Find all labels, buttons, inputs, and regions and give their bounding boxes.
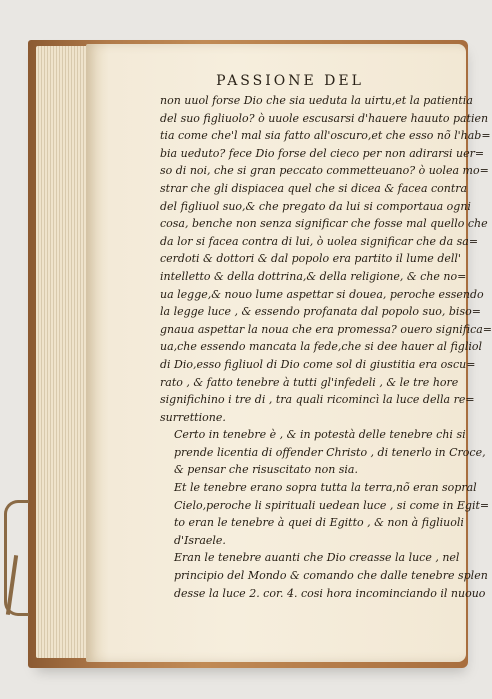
text-line: surrettione. <box>160 410 226 424</box>
text-line: ua,che essendo mancata la fede,che si dee hauer al figliol <box>160 340 483 354</box>
text-line: Certo in tenebre è , & in potestà delle tenebre chi si <box>174 428 466 442</box>
text-line: cosa, benche non senza significar che fosse mal quello che <box>160 217 488 231</box>
text-line: Et le tenebre erano sopra tutta la terra,nõ eran sopral <box>174 481 477 495</box>
text-line: bia ueduto? fece Dio forse del cieco per non adirarsi uer= <box>160 146 485 160</box>
paragraph-3 <box>160 479 490 549</box>
text-line: significhino i tre di , tra quali ricomincì la luce della re= <box>160 393 475 407</box>
running-title: PASSIONE DEL <box>216 73 364 89</box>
text-line: gnaua aspettar la noua che era promessa? ouero significa= <box>160 322 492 336</box>
paragraph-2 <box>160 426 486 479</box>
text-line: di Dio,esso figliuol di Dio come sol di giustitia era oscu= <box>160 357 476 371</box>
text-line: rato , & fatto tenebre à tutti gl'infedeli , & le tre hore <box>160 375 459 389</box>
text-line: prende licentia di offender Christo , di tenerlo in Croce, <box>174 445 486 459</box>
text-line: non uuol forse Dio che sia ueduta la uirtu,et la patientia <box>160 94 473 107</box>
text-line: so di noi, che si gran peccato commetteuano? ò uolea mo= <box>160 164 489 178</box>
text-line: ua legge,& nouo lume aspettar si douea, peroche essendo <box>160 287 484 301</box>
text-line: to eran le tenebre à quei di Egitto , & non à figliuoli <box>174 516 464 530</box>
text-line: principio del Mondo & comando che dalle tenebre splen <box>174 569 488 583</box>
text-line: del figliuol suo,& che pregato da lui si comportaua ogni <box>160 199 471 213</box>
text-line: intelletto & della dottrina,& della religione, & che no= <box>160 269 467 283</box>
text-line: tia come che'l mal sia fatto all'oscuro,et che esso nõ l'hab= <box>160 129 491 143</box>
text-line: d'Israele. <box>174 533 226 547</box>
page-body <box>160 92 492 602</box>
text-line: Cielo,peroche li spirituali uedean luce , si come in Egit= <box>174 498 490 512</box>
paragraph-4 <box>160 549 488 602</box>
paragraph-1 <box>160 92 492 426</box>
text-line: del suo figliuolo? ò uuole escusarsi d'hauere hauuto patien <box>160 111 489 125</box>
text-line: desse la luce 2. cor. 4. cosi hora incominciando il nuouo <box>174 586 486 600</box>
text-line: la legge luce , & essendo profanata dal popolo suo, biso= <box>160 305 481 319</box>
text-line: cerdoti & dottori & dal popolo era partito il lume dell' <box>160 252 461 266</box>
text-line: strar che gli dispiacea quel che si dicea & facea contra <box>160 181 468 195</box>
text-line: & pensar che risuscitato non sia. <box>174 463 358 477</box>
text-line: Eran le tenebre auanti che Dio creasse la luce , nel <box>174 551 460 565</box>
text-line: da lor si facea contra di lui, ò uolea significar che da sa= <box>160 234 479 248</box>
